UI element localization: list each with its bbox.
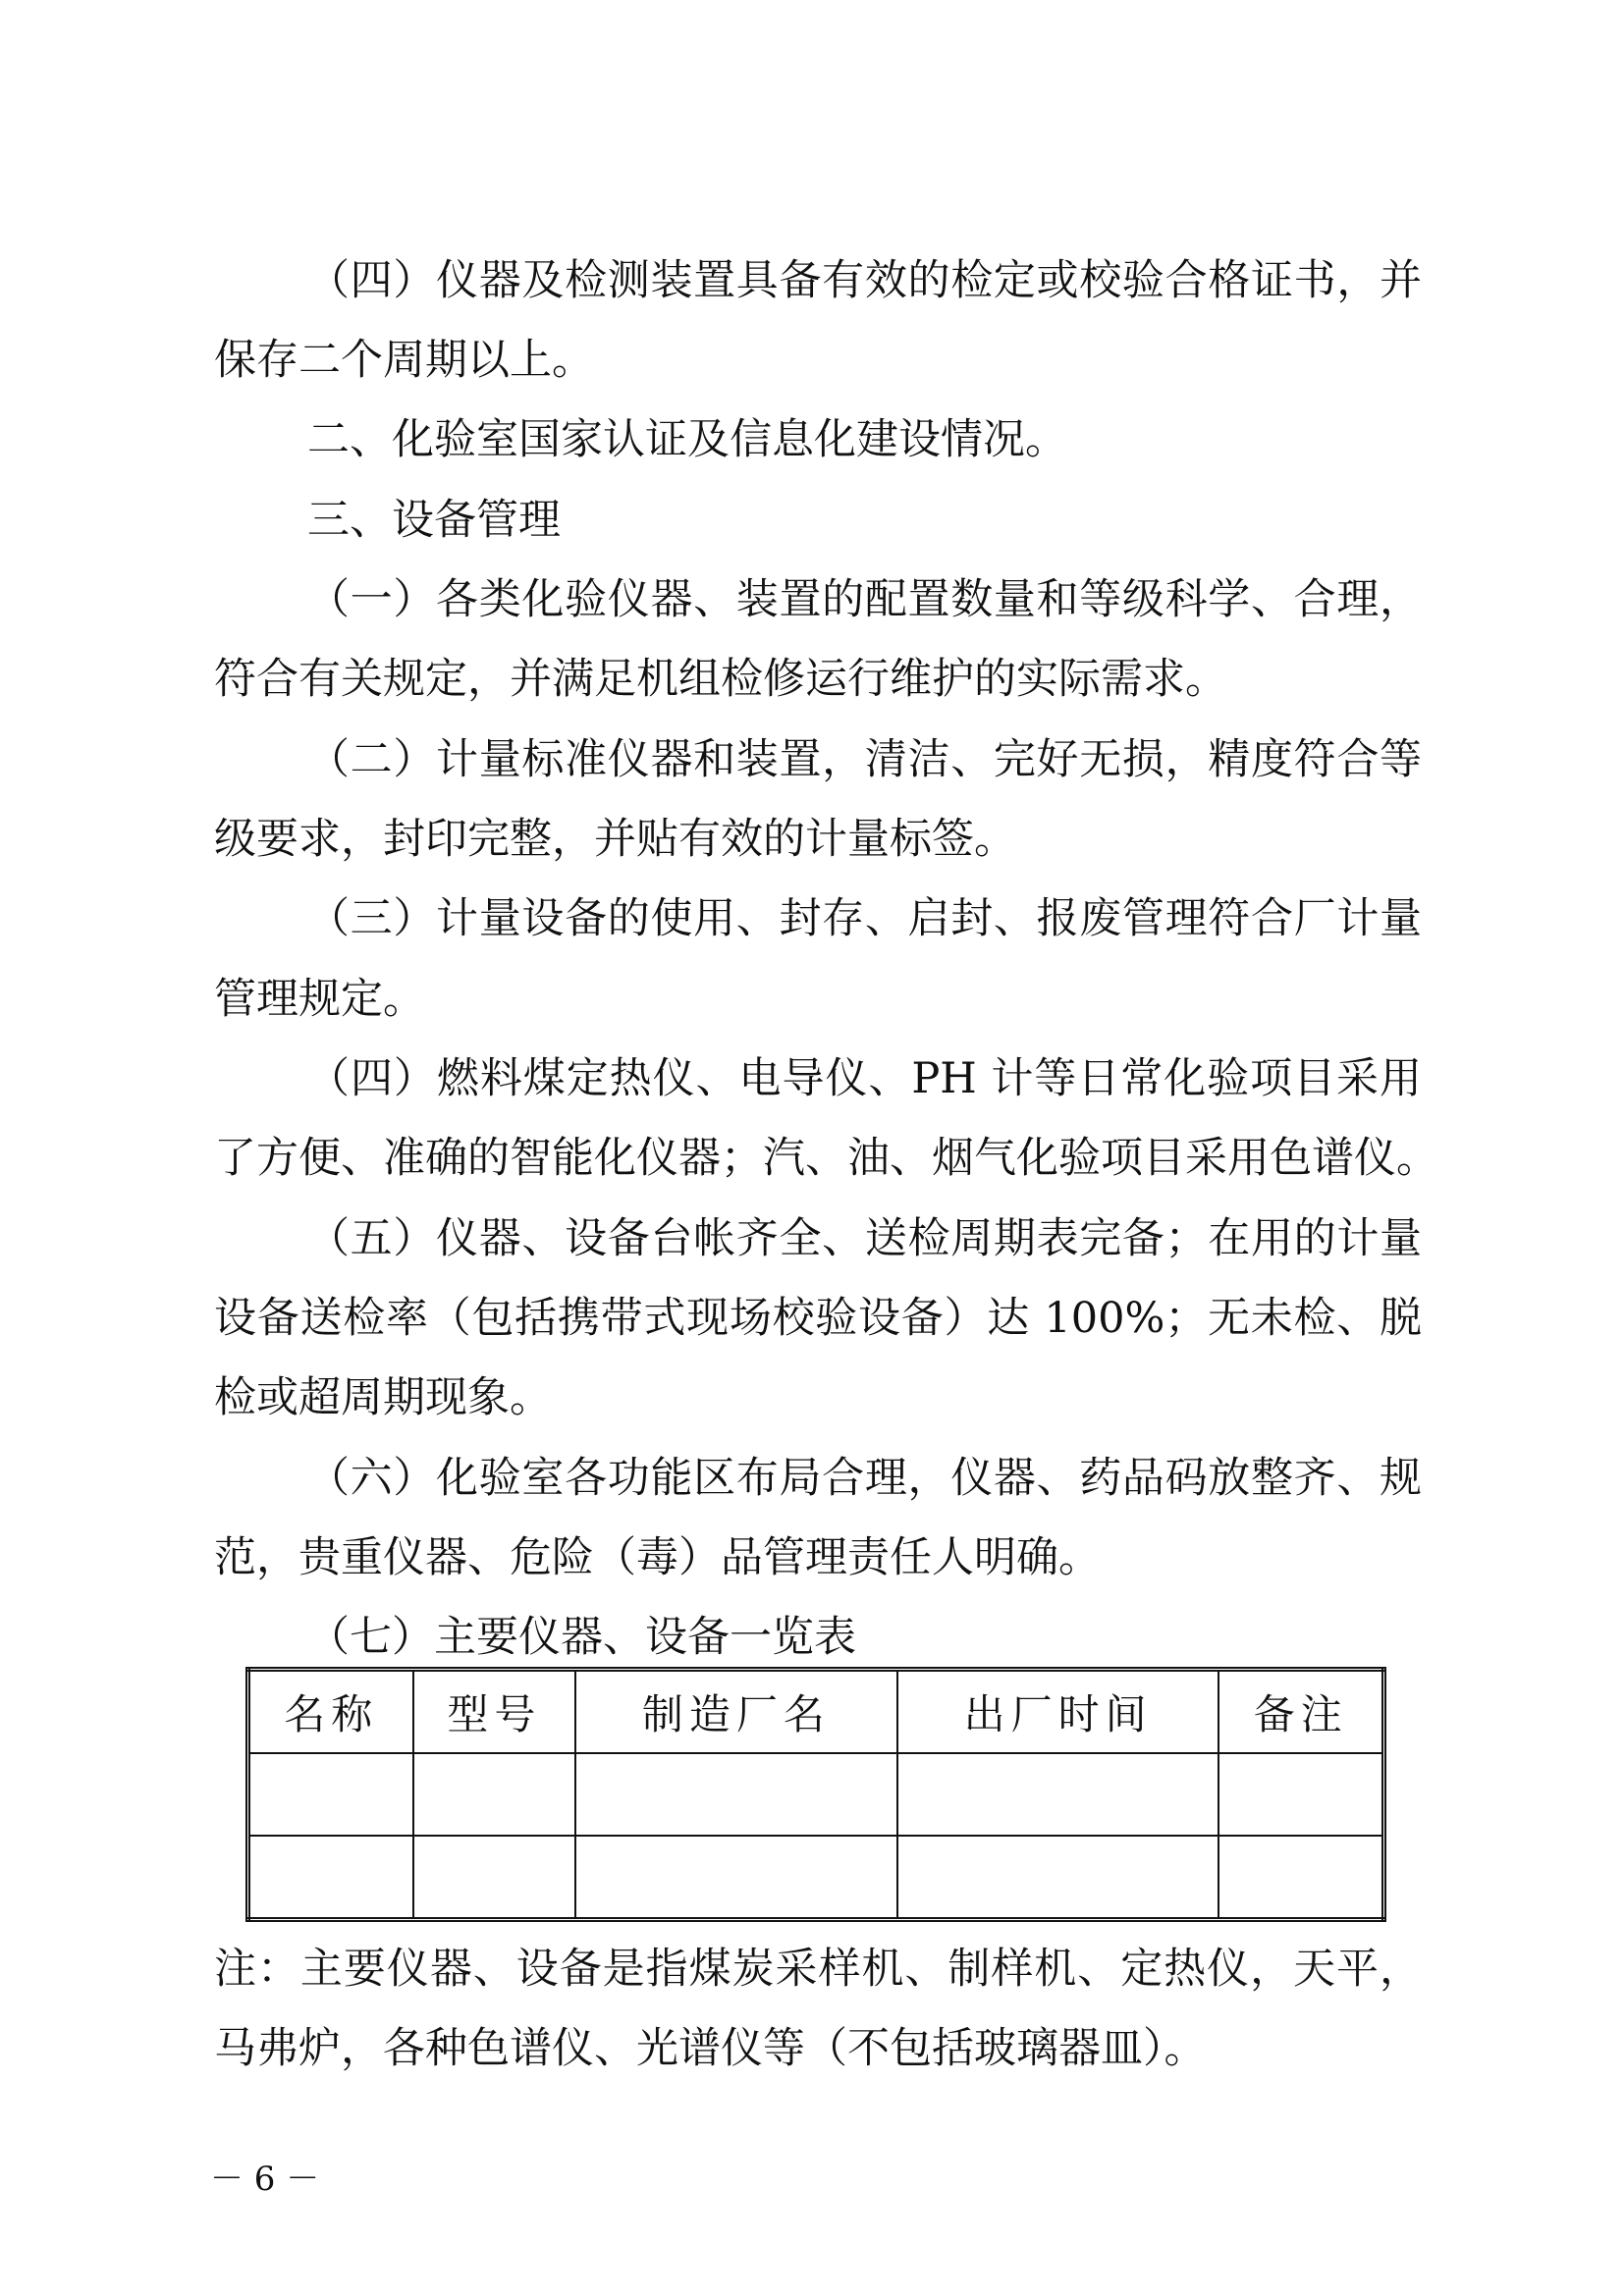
table-row xyxy=(248,1753,1384,1836)
table-header-cell: 备注 xyxy=(1218,1670,1383,1754)
paragraph-line: 符合有关规定，并满足机组检修运行维护的实际需求。 xyxy=(214,655,1227,704)
paragraph-line: 范，贵重仪器、危险（毒）品管理责任人明确。 xyxy=(214,1533,1101,1582)
paragraph-line: （四）燃料煤定热仪、电导仪、PH 计等日常化验项目采用 xyxy=(307,1054,1422,1103)
paragraph-line: 检或超周期现象。 xyxy=(214,1373,552,1422)
note-line: 注：主要仪器、设备是指煤炭采样机、制样机、定热仪，天平， xyxy=(214,1945,1422,1994)
paragraph-line: （六）化验室各功能区布局合理，仪器、药品码放整齐、规 xyxy=(307,1454,1422,1503)
equipment-table xyxy=(245,1667,1386,1922)
paragraph-line: （二）计量标准仪器和装置，清洁、完好无损，精度符合等 xyxy=(307,735,1422,784)
table-cell xyxy=(413,1753,576,1836)
table-cell xyxy=(897,1836,1219,1920)
section-heading: 三、设备管理 xyxy=(307,496,561,545)
paragraph-line: （五）仪器、设备台帐齐全、送检周期表完备；在用的计量 xyxy=(307,1214,1422,1263)
section-heading: 二、化验室国家认证及信息化建设情况。 xyxy=(307,415,1067,464)
table-header-row xyxy=(248,1670,1384,1754)
table-header-cell: 制造厂名 xyxy=(575,1670,897,1754)
table-cell xyxy=(575,1836,897,1920)
paragraph-line: （四）仪器及检测装置具备有效的检定或校验合格证书，并 xyxy=(307,256,1422,305)
note-line: 马弗炉，各种色谱仪、光谱仪等（不包括玻璃器皿）。 xyxy=(214,2024,1207,2073)
paragraph-line: 级要求，封印完整，并贴有效的计量标签。 xyxy=(214,815,1016,864)
table-header-cell: 出厂时间 xyxy=(897,1670,1219,1754)
table-cell xyxy=(1218,1836,1383,1920)
paragraph-line: （一）各类化验仪器、装置的配置数量和等级科学、合理， xyxy=(307,575,1422,624)
table-cell xyxy=(248,1753,413,1836)
table-cell xyxy=(1218,1753,1383,1836)
paragraph-line: 管理规定。 xyxy=(214,975,425,1024)
table-row xyxy=(248,1836,1384,1920)
paragraph-line: 保存二个周期以上。 xyxy=(214,336,594,385)
table-cell xyxy=(897,1753,1219,1836)
paragraph-line: （三）计量设备的使用、封存、启封、报废管理符合厂计量 xyxy=(307,894,1422,943)
table-cell xyxy=(575,1753,897,1836)
table-header-cell: 型号 xyxy=(413,1670,576,1754)
page-number: － 6 － xyxy=(210,2160,320,2199)
table-cell xyxy=(413,1836,576,1920)
table-cell xyxy=(248,1836,413,1920)
paragraph-line: 设备送检率（包括携带式现场校验设备）达 100%；无未检、脱 xyxy=(214,1294,1422,1343)
table-caption: （七）主要仪器、设备一览表 xyxy=(307,1613,856,1662)
paragraph-line: 了方便、准确的智能化仪器；汽、油、烟气化验项目采用色谱仪。 xyxy=(214,1134,1438,1183)
table-header-cell: 名称 xyxy=(248,1670,413,1754)
